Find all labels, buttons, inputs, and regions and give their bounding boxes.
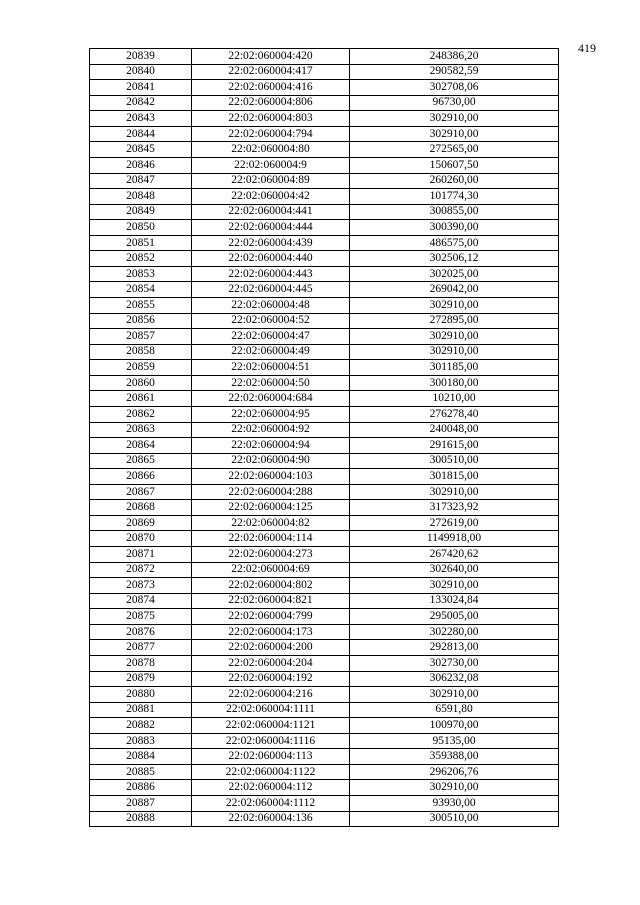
cadastral-number-cell: 22:02:060004:417 (192, 64, 350, 80)
value-cell: 95135,00 (350, 733, 559, 749)
value-cell: 302910,00 (350, 329, 559, 345)
table-row (90, 235, 559, 251)
table-row (90, 531, 559, 547)
cadastral-number-cell: 22:02:060004:42 (192, 189, 350, 205)
value-cell: 486575,00 (350, 235, 559, 251)
cadastral-number-cell: 22:02:060004:48 (192, 298, 350, 314)
table-row (90, 313, 559, 329)
cadastral-number-cell: 22:02:060004:114 (192, 531, 350, 547)
table-row (90, 49, 559, 65)
row-number-cell: 20888 (90, 811, 192, 827)
value-cell: 290582,59 (350, 64, 559, 80)
value-cell: 295005,00 (350, 609, 559, 625)
value-cell: 101774,30 (350, 189, 559, 205)
value-cell: 301815,00 (350, 469, 559, 485)
table-row (90, 500, 559, 516)
value-cell: 302640,00 (350, 562, 559, 578)
cadastral-number-cell: 22:02:060004:416 (192, 80, 350, 96)
cadastral-number-cell: 22:02:060004:52 (192, 313, 350, 329)
row-number-cell: 20860 (90, 375, 192, 391)
cadastral-number-cell: 22:02:060004:288 (192, 484, 350, 500)
table-row (90, 329, 559, 345)
row-number-cell: 20840 (90, 64, 192, 80)
cadastral-number-cell: 22:02:060004:684 (192, 391, 350, 407)
row-number-cell: 20870 (90, 531, 192, 547)
row-number-cell: 20866 (90, 469, 192, 485)
value-cell: 302910,00 (350, 298, 559, 314)
value-cell: 272619,00 (350, 515, 559, 531)
cadastral-number-cell: 22:02:060004:441 (192, 204, 350, 220)
row-number-cell: 20841 (90, 80, 192, 96)
row-number-cell: 20857 (90, 329, 192, 345)
cadastral-number-cell: 22:02:060004:89 (192, 173, 350, 189)
cadastral-number-cell: 22:02:060004:1111 (192, 702, 350, 718)
table-row (90, 453, 559, 469)
table-row (90, 220, 559, 236)
table-row (90, 126, 559, 142)
table-row (90, 671, 559, 687)
table-row (90, 469, 559, 485)
cadastral-number-cell: 22:02:060004:204 (192, 655, 350, 671)
row-number-cell: 20875 (90, 609, 192, 625)
row-number-cell: 20839 (90, 49, 192, 65)
cadastral-number-cell: 22:02:060004:802 (192, 578, 350, 594)
row-number-cell: 20882 (90, 718, 192, 734)
table-row (90, 204, 559, 220)
value-cell: 1149918,00 (350, 531, 559, 547)
table-row (90, 749, 559, 765)
row-number-cell: 20843 (90, 111, 192, 127)
table-row (90, 687, 559, 703)
table-row (90, 484, 559, 500)
cadastral-number-cell: 22:02:060004:440 (192, 251, 350, 267)
table-row (90, 375, 559, 391)
table-row (90, 593, 559, 609)
table-row (90, 422, 559, 438)
cadastral-number-cell: 22:02:060004:803 (192, 111, 350, 127)
row-number-cell: 20848 (90, 189, 192, 205)
row-number-cell: 20844 (90, 126, 192, 142)
value-cell: 10210,00 (350, 391, 559, 407)
value-cell: 300510,00 (350, 811, 559, 827)
value-cell: 302506,12 (350, 251, 559, 267)
value-cell: 300855,00 (350, 204, 559, 220)
value-cell: 150607,50 (350, 157, 559, 173)
row-number-cell: 20846 (90, 157, 192, 173)
value-cell: 291615,00 (350, 438, 559, 454)
value-cell: 133024,84 (350, 593, 559, 609)
cadastral-number-cell: 22:02:060004:1112 (192, 796, 350, 812)
cadastral-number-cell: 22:02:060004:1116 (192, 733, 350, 749)
cadastral-number-cell: 22:02:060004:50 (192, 375, 350, 391)
row-number-cell: 20847 (90, 173, 192, 189)
table-row (90, 266, 559, 282)
value-cell: 292813,00 (350, 640, 559, 656)
value-cell: 302910,00 (350, 780, 559, 796)
row-number-cell: 20850 (90, 220, 192, 236)
table-row (90, 251, 559, 267)
table-row (90, 157, 559, 173)
table-row (90, 142, 559, 158)
value-cell: 302025,00 (350, 266, 559, 282)
value-cell: 93930,00 (350, 796, 559, 812)
row-number-cell: 20885 (90, 764, 192, 780)
row-number-cell: 20856 (90, 313, 192, 329)
cadastral-number-cell: 22:02:060004:82 (192, 515, 350, 531)
table-row (90, 811, 559, 827)
row-number-cell: 20842 (90, 95, 192, 111)
table-row (90, 95, 559, 111)
table-row (90, 547, 559, 563)
value-cell: 302730,00 (350, 655, 559, 671)
cadastral-number-cell: 22:02:060004:273 (192, 547, 350, 563)
cadastral-number-cell: 22:02:060004:216 (192, 687, 350, 703)
registry-table-body (90, 49, 559, 827)
cadastral-number-cell: 22:02:060004:95 (192, 406, 350, 422)
row-number-cell: 20881 (90, 702, 192, 718)
table-row (90, 515, 559, 531)
row-number-cell: 20868 (90, 500, 192, 516)
table-row (90, 298, 559, 314)
value-cell: 302910,00 (350, 484, 559, 500)
value-cell: 302280,00 (350, 624, 559, 640)
value-cell: 6591,80 (350, 702, 559, 718)
value-cell: 276278,40 (350, 406, 559, 422)
cadastral-number-cell: 22:02:060004:192 (192, 671, 350, 687)
cadastral-number-cell: 22:02:060004:173 (192, 624, 350, 640)
value-cell: 306232,08 (350, 671, 559, 687)
table-row (90, 438, 559, 454)
cadastral-number-cell: 22:02:060004:92 (192, 422, 350, 438)
value-cell: 100970,00 (350, 718, 559, 734)
cadastral-number-cell: 22:02:060004:51 (192, 360, 350, 376)
row-number-cell: 20859 (90, 360, 192, 376)
table-row (90, 360, 559, 376)
table-row (90, 764, 559, 780)
cadastral-number-cell: 22:02:060004:794 (192, 126, 350, 142)
row-number-cell: 20851 (90, 235, 192, 251)
table-row (90, 111, 559, 127)
cadastral-number-cell: 22:02:060004:103 (192, 469, 350, 485)
cadastral-number-cell: 22:02:060004:443 (192, 266, 350, 282)
value-cell: 302708,06 (350, 80, 559, 96)
row-number-cell: 20862 (90, 406, 192, 422)
value-cell: 267420,62 (350, 547, 559, 563)
row-number-cell: 20869 (90, 515, 192, 531)
cadastral-number-cell: 22:02:060004:94 (192, 438, 350, 454)
cadastral-number-cell: 22:02:060004:113 (192, 749, 350, 765)
value-cell: 302910,00 (350, 578, 559, 594)
row-number-cell: 20864 (90, 438, 192, 454)
row-number-cell: 20863 (90, 422, 192, 438)
cadastral-number-cell: 22:02:060004:806 (192, 95, 350, 111)
row-number-cell: 20867 (90, 484, 192, 500)
table-row (90, 609, 559, 625)
table-row (90, 562, 559, 578)
table-row (90, 624, 559, 640)
table-row (90, 173, 559, 189)
cadastral-number-cell: 22:02:060004:9 (192, 157, 350, 173)
cadastral-number-cell: 22:02:060004:445 (192, 282, 350, 298)
value-cell: 300390,00 (350, 220, 559, 236)
row-number-cell: 20861 (90, 391, 192, 407)
value-cell: 260260,00 (350, 173, 559, 189)
cadastral-number-cell: 22:02:060004:200 (192, 640, 350, 656)
cadastral-number-cell: 22:02:060004:90 (192, 453, 350, 469)
row-number-cell: 20876 (90, 624, 192, 640)
cadastral-number-cell: 22:02:060004:80 (192, 142, 350, 158)
value-cell: 96730,00 (350, 95, 559, 111)
cadastral-number-cell: 22:02:060004:439 (192, 235, 350, 251)
cadastral-number-cell: 22:02:060004:444 (192, 220, 350, 236)
value-cell: 302910,00 (350, 344, 559, 360)
cadastral-number-cell: 22:02:060004:69 (192, 562, 350, 578)
row-number-cell: 20884 (90, 749, 192, 765)
cadastral-number-cell: 22:02:060004:49 (192, 344, 350, 360)
value-cell: 272565,00 (350, 142, 559, 158)
row-number-cell: 20845 (90, 142, 192, 158)
row-number-cell: 20883 (90, 733, 192, 749)
table-row (90, 578, 559, 594)
table-row (90, 655, 559, 671)
registry-table (89, 48, 559, 827)
cadastral-number-cell: 22:02:060004:821 (192, 593, 350, 609)
value-cell: 359388,00 (350, 749, 559, 765)
cadastral-number-cell: 22:02:060004:420 (192, 49, 350, 65)
row-number-cell: 20855 (90, 298, 192, 314)
table-row (90, 391, 559, 407)
cadastral-number-cell: 22:02:060004:47 (192, 329, 350, 345)
table-row (90, 344, 559, 360)
row-number-cell: 20854 (90, 282, 192, 298)
value-cell: 240048,00 (350, 422, 559, 438)
row-number-cell: 20858 (90, 344, 192, 360)
table-row (90, 282, 559, 298)
table-row (90, 796, 559, 812)
row-number-cell: 20853 (90, 266, 192, 282)
value-cell: 248386,20 (350, 49, 559, 65)
row-number-cell: 20878 (90, 655, 192, 671)
value-cell: 272895,00 (350, 313, 559, 329)
row-number-cell: 20865 (90, 453, 192, 469)
cadastral-number-cell: 22:02:060004:799 (192, 609, 350, 625)
value-cell: 296206,76 (350, 764, 559, 780)
row-number-cell: 20880 (90, 687, 192, 703)
table-row (90, 702, 559, 718)
table-row (90, 64, 559, 80)
value-cell: 302910,00 (350, 687, 559, 703)
value-cell: 317323,92 (350, 500, 559, 516)
value-cell: 300510,00 (350, 453, 559, 469)
cadastral-number-cell: 22:02:060004:112 (192, 780, 350, 796)
table-row (90, 640, 559, 656)
row-number-cell: 20871 (90, 547, 192, 563)
row-number-cell: 20849 (90, 204, 192, 220)
value-cell: 301185,00 (350, 360, 559, 376)
value-cell: 300180,00 (350, 375, 559, 391)
row-number-cell: 20879 (90, 671, 192, 687)
page-number: 419 (578, 41, 596, 55)
value-cell: 302910,00 (350, 126, 559, 142)
row-number-cell: 20873 (90, 578, 192, 594)
table-row (90, 718, 559, 734)
row-number-cell: 20872 (90, 562, 192, 578)
cadastral-number-cell: 22:02:060004:1122 (192, 764, 350, 780)
cadastral-number-cell: 22:02:060004:136 (192, 811, 350, 827)
value-cell: 302910,00 (350, 111, 559, 127)
row-number-cell: 20874 (90, 593, 192, 609)
table-row (90, 406, 559, 422)
row-number-cell: 20877 (90, 640, 192, 656)
cadastral-number-cell: 22:02:060004:125 (192, 500, 350, 516)
cadastral-number-cell: 22:02:060004:1121 (192, 718, 350, 734)
table-row (90, 189, 559, 205)
value-cell: 269042,00 (350, 282, 559, 298)
table-row (90, 780, 559, 796)
row-number-cell: 20887 (90, 796, 192, 812)
row-number-cell: 20852 (90, 251, 192, 267)
row-number-cell: 20886 (90, 780, 192, 796)
table-row (90, 80, 559, 96)
table-row (90, 733, 559, 749)
